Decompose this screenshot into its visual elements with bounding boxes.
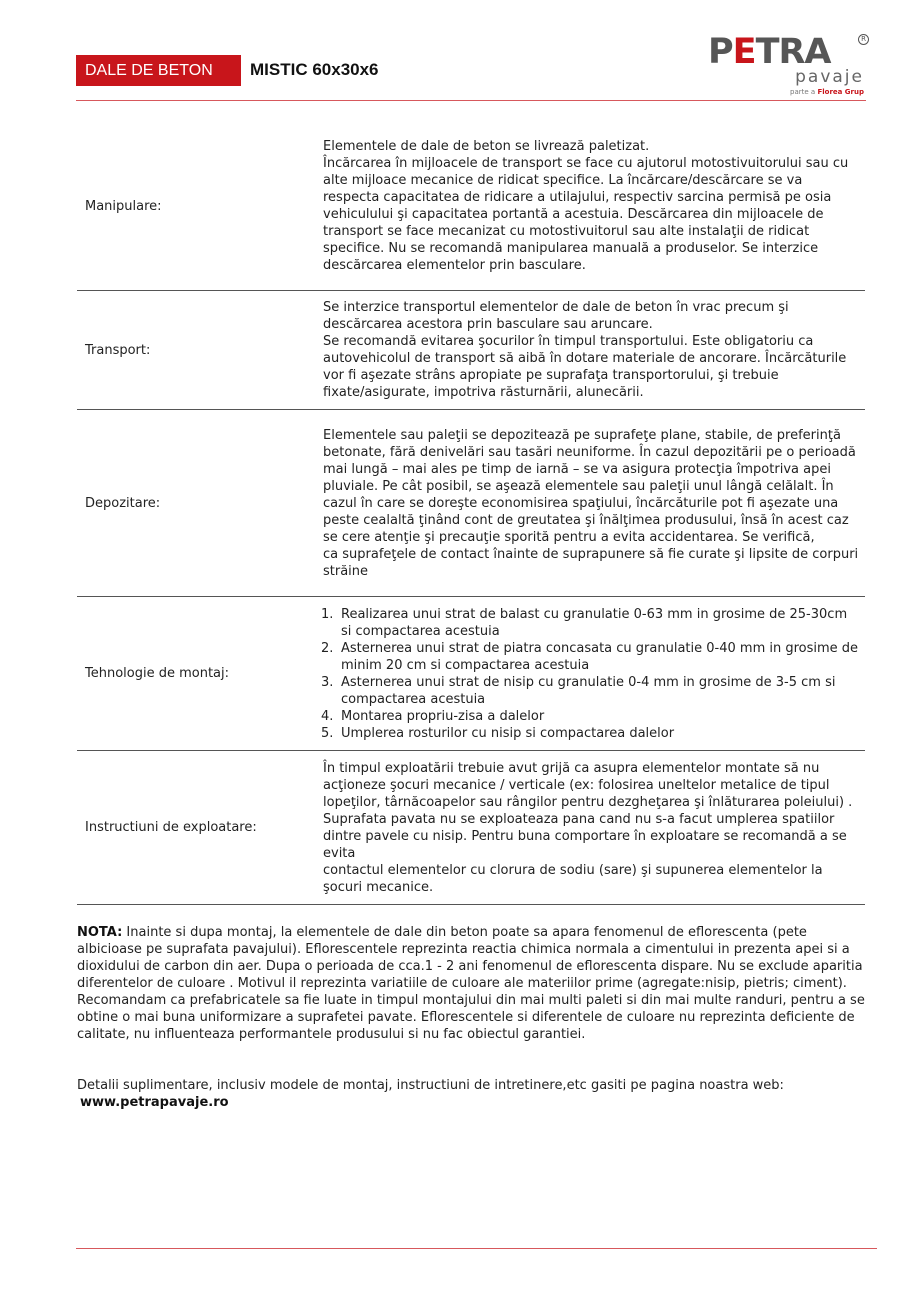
category-badge: DALE DE BETON: [76, 55, 241, 86]
note-paragraph: [77, 924, 865, 1043]
petra-pavaje-logo[interactable]: [706, 32, 870, 98]
spec-table: [77, 122, 865, 905]
spec-text: Elementele de dale de beton se livrează paletizat. Încărcarea în mijloacele de transport se face cu ajutorul motostivuitorului sau cu alte mijloace mecanice de ridicat specifice. La încărcare/descărcare se va respecta capacitatea de ridicare a utilajului, respectiv sarcina permisă pe osia vehiculului şi capacitatea portantă a acestuia. Descărcarea din mijloacele de transport se face mecanizat cu motostivuitorul sau alte instalaţii de ridicat specifice. Nu se recomandă manipularea manuală a produselor. Se interzice descărcarea elementelor prin basculare.: [323, 139, 849, 273]
logo-wordmark: PETRA: [708, 32, 831, 72]
logo-e-mark: E: [732, 32, 756, 72]
logo-tagline: parte a Florea Grup: [790, 88, 864, 96]
details-text: Detalii suplimentare, inclusiv modele de montaj, instructiuni de intretinere,etc gasiti pe pagina noastra web:: [77, 1078, 784, 1093]
spec-label: Manipulare:: [85, 198, 162, 214]
footer-divider: [76, 1248, 877, 1249]
note-text: Inainte si dupa montaj, la elementele de dale din beton poate sa apara fenomenul de eflorescenta (pete albicioase pe suprafata pavajului). Eflorescentele reprezinta reactia chimica normala a cimentului in prezenta apei si a dioxidului de carbon din aer. Dupa o perioada de cca.1 - 2 ani fenomenul de eflorescenta dispare. Nu se exclude aparitia diferentelor de culoare . Motivul il reprezinta variatiile de culoare ale materiilor prime (agregate:nisip, pietris; ciment). Recomandam ca prefabricatele sa fie luate in timpul montajului din mai multi paleti si din mai multe randuri, pentru a se obtine o mai buna uniformizare a suprafetei pavate. Eflorescentele si diferentele de culoare nu reprezinta deficiente de calitate, nu influenteaza performantele produsului si nu fac obiectul garantiei.: [77, 925, 865, 1042]
registered-mark-icon: R: [858, 34, 869, 45]
spec-label: Instructiuni de exploatare:: [85, 820, 257, 835]
spec-row-manipulare: [77, 122, 865, 291]
spec-text: În timpul exploatării trebuie avut grijă ca asupra elementelor montate să nu acţioneze şocuri mecanice / verticale (ex: folosirea uneltelor metalice de tipul lopeţilor, târnăcoapelor sau rângilor pentru dezgheţarea şi înlăturarea poleiului) . Suprafata pavata nu se exploateaza pana cand nu s-a facut umplerea spatiilor dintre pavele cu nisip. Pentru buna comportare în exploatare se recomandă a se evita contactul elementelor cu clorura de sodiu (sare) şi supunerea elementelor la şocuri mecanice.: [323, 760, 853, 895]
list-item: Asternerea unui strat de nisip cu granulatie 0-4 mm in grosime de 3-5 cm si compactarea acestuia: [341, 674, 836, 707]
spec-row-depozitare: [77, 410, 865, 597]
logo-subtitle: pavaje: [795, 67, 864, 87]
list-item: Umplerea rosturilor cu nisip si compactarea dalelor: [341, 725, 675, 741]
note-label: NOTA:: [77, 925, 123, 940]
spec-text: [323, 606, 865, 742]
montaj-steps-list: [323, 606, 859, 742]
spec-row-exploatare: [77, 751, 865, 905]
list-item: Montarea propriu-zisa a dalelor: [341, 708, 545, 724]
spec-text: Elementele sau paleţii se depozitează pe suprafeţe plane, stabile, de preferinţă betonate, fără denivelări sau tasări neuniforme. În cazul depozitării pe o perioadă mai lungă – mai ales pe timp de iarnă – se va asigura protecţia împotriva apei pluviale. Pe cât posibil, se aşează elementele sau paleţii unul lângă celălalt. În cazul în care se doreşte economisirea spaţiului, încărcăturile pot fi aşezate una peste cealaltă ţinând cont de greutatea şi înălţimea produsului, însă în acest caz se cere atenţie şi precauţie sporită pentru a evita accidentarea. Se verifică, ca suprafeţele de contact înainte de suprapunere să fie curate şi lipsite de corpuri străine: [323, 427, 859, 579]
list-item: Realizarea unui strat de balast cu granulatie 0-63 mm in grosime de 25-30cm si compactarea acestuia: [341, 606, 848, 639]
product-title: MISTIC 60x30x6: [250, 60, 379, 79]
website-link[interactable]: www.petrapavaje.ro: [80, 1095, 229, 1110]
header-divider: [76, 100, 866, 101]
spec-label: Tehnologie de montaj:: [85, 666, 230, 681]
spec-label: Depozitare:: [85, 495, 161, 511]
spec-row-transport: [77, 291, 865, 410]
spec-text: Se interzice transportul elementelor de dale de beton în vrac precum şi descărcarea acestora prin basculare sau aruncare. Se recomandă evitarea şocurilor în timpul transportului. Este obligatoriu ca autovehicolul de transport să aibă în dotare materiale de ancorare. Încărcăturile vor fi aşezate strâns apropiate pe suprafaţa transportorului, şi trebuie fixate/asigurate, impotriva răsturnării, alunecării.: [323, 300, 847, 400]
spec-label: Transport:: [85, 342, 151, 358]
spec-row-tehnologie-montaj: [77, 597, 865, 751]
list-item: Asternerea unui strat de piatra concasata cu granulatie 0-40 mm in grosime de minim 20 cm si compactarea acestuia: [341, 640, 859, 673]
